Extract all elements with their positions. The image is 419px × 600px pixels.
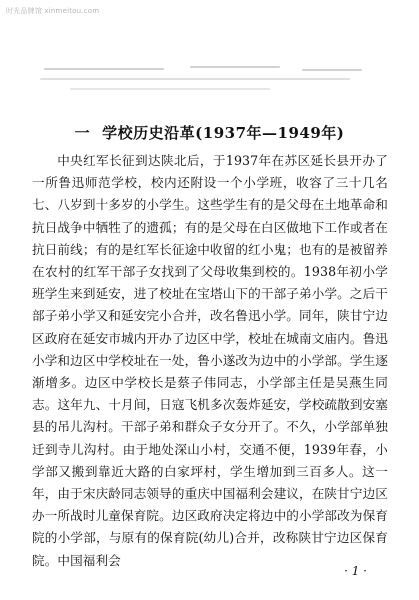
paragraph: 中央红军长征到达陕北后，于1937年在苏区延长县开办了一所鲁迅师范学校，校内还附设一个小学班，收容了三十几名七、八岁到十多岁的小学生。这些学生有的是父母在土地革命和抗日战争中牺牲了的遗孤；有的是父母在白区做地下工作或者在抗日前线；有的是红军长征途中收留的红小鬼；也有的是被留养在农村的红军干部子女找到了父母收集到校的。1938年初小学班学生来到延安，进了校址在宝塔山下的干部子弟小学。之后干部子弟小学又和延安完小合并，改名鲁迅小学。同年，陕甘宁边区政府在延安市城内开办了边区中学，校址在城南文庙内。鲁迅小学和边区中学校址在一处，鲁小遂改为边中的小学部。学生逐渐增多。边区中学校长是蔡子伟同志，小学部主任是吴燕生同志。这年九、十月间，日寇飞机多次轰炸延安，学校疏散到安塞县的吊儿沟村。干部子弟和群众子女分开了。不久，小学部单独迁到寺儿沟村。由于地处深山小村，交通不便，1939年春，小学部又搬到靠近大路的白家坪村，学生增加到三百多人。这一年，由于宋庆龄同志领导的重庆中国福利会建议，在陕甘宁边区办一所战时儿童保育院。边区政府决定将边中的小学部改为保育院的小学部，与原有的保育院(幼儿)合并，改称陕甘宁边区保育院。中国福利会 (32, 153, 388, 568)
page-number: · 1 · (344, 564, 367, 578)
section-title: 学校历史沿革(1937年—1949年) (102, 124, 345, 142)
watermark: 时光品牌馆 xinmeitou.com (6, 7, 100, 15)
section-heading (0, 122, 419, 143)
scan-artifact (40, 66, 370, 94)
body-text (32, 150, 388, 572)
section-number: 一 (74, 124, 91, 142)
